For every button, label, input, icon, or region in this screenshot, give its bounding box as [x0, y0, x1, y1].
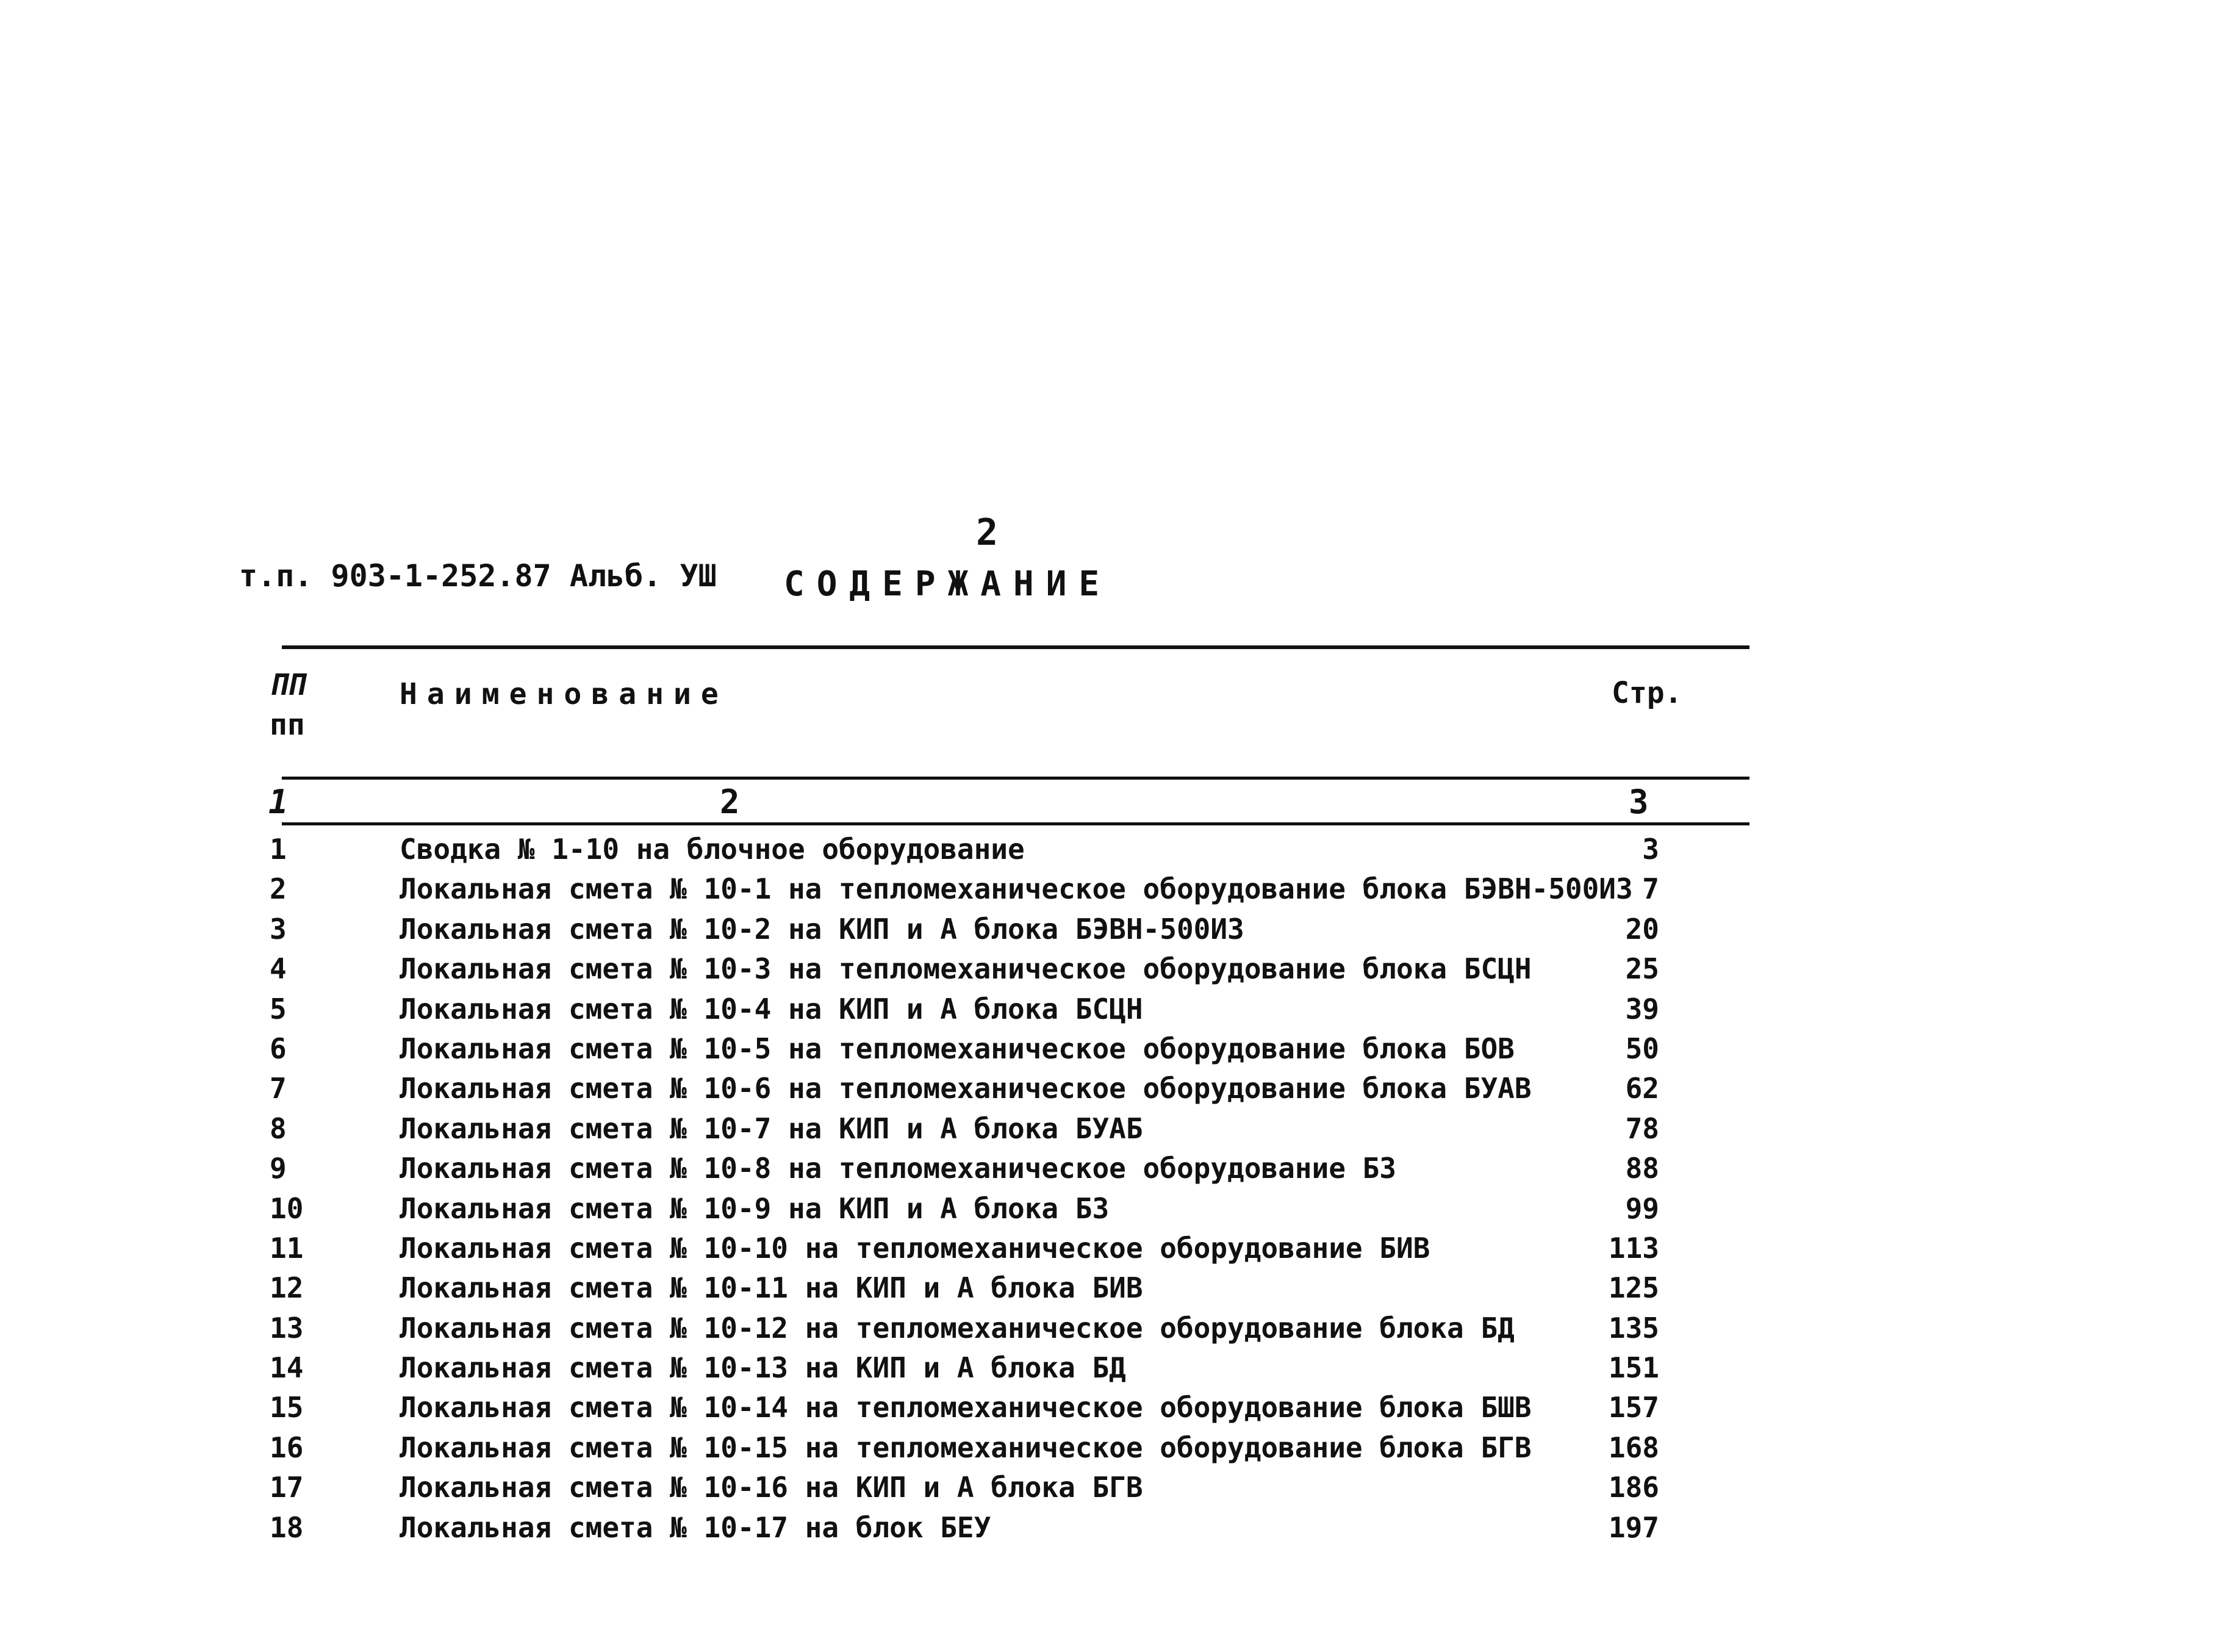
column-number-rule [282, 822, 1749, 825]
toc-row [0, 913, 2221, 952]
toc-entry-page: 3 [1642, 833, 1659, 866]
toc-entry-name: Локальная смета № 10-17 на блок БЕУ [400, 1510, 991, 1544]
toc-entry-page: 39 [1625, 992, 1659, 1025]
toc-entry-page: 135 [1608, 1311, 1659, 1345]
header-divider-rule [282, 777, 1749, 780]
toc-entry-number: 15 [270, 1391, 304, 1424]
toc-entry-page: 151 [1608, 1351, 1659, 1385]
toc-row [0, 1351, 2221, 1391]
toc-row [0, 952, 2221, 992]
toc-entry-number: 9 [270, 1152, 287, 1185]
toc-entry-name: Локальная смета № 10-8 на тепломеханическое оборудование БЗ [400, 1152, 1396, 1185]
toc-entry-name: Локальная смета № 10-1 на тепломеханическое оборудование блока БЭВН-500ИЗ [400, 872, 1633, 906]
contents-title: СОДЕРЖАНИЕ [784, 564, 1112, 604]
toc-entry-name: Локальная смета № 10-5 на тепломеханическое оборудование блока БОВ [400, 1032, 1515, 1065]
toc-entry-number: 5 [270, 992, 287, 1025]
toc-row [0, 1152, 2221, 1191]
toc-entry-name: Локальная смета № 10-14 на тепломеханическое оборудование блока БШВ [400, 1391, 1532, 1424]
toc-row [0, 1192, 2221, 1232]
toc-row [0, 1312, 2221, 1351]
toc-entry-name: Локальная смета № 10-2 на КИП и А блока БЭВН-500ИЗ [400, 912, 1244, 946]
toc-entry-number: 2 [270, 872, 287, 906]
toc-entry-page: 157 [1608, 1391, 1659, 1424]
toc-entry-page: 62 [1625, 1072, 1659, 1105]
toc-entry-name: Локальная смета № 10-6 на тепломеханическое оборудование блока БУАВ [400, 1072, 1532, 1105]
toc-entry-page: 197 [1608, 1510, 1659, 1544]
table-top-rule [282, 645, 1749, 649]
toc-entry-number: 14 [270, 1351, 304, 1385]
toc-entry-name: Локальная смета № 10-12 на тепломеханическое оборудование блока БД [400, 1311, 1515, 1345]
toc-entry-page: 7 [1642, 872, 1659, 906]
toc-entry-name: Локальная смета № 10-9 на КИП и А блока БЗ [400, 1191, 1110, 1225]
toc-entry-number: 16 [270, 1431, 304, 1464]
toc-entry-page: 50 [1625, 1032, 1659, 1065]
toc-entry-name: Локальная смета № 10-7 на КИП и А блока БУАБ [400, 1112, 1143, 1145]
header-number-label: ПП [270, 668, 305, 702]
toc-row [0, 1112, 2221, 1152]
toc-entry-number: 18 [270, 1510, 304, 1544]
toc-row [0, 1511, 2221, 1551]
toc-row [0, 1431, 2221, 1471]
toc-entry-number: 6 [270, 1032, 287, 1065]
toc-entry-page: 20 [1625, 912, 1659, 946]
toc-entry-number: 11 [270, 1231, 304, 1265]
toc-entry-number: 7 [270, 1072, 287, 1105]
column-number-3: 3 [1629, 783, 1649, 821]
column-number-2: 2 [720, 783, 740, 821]
toc-entry-page: 186 [1608, 1471, 1659, 1504]
toc-entry-name: Локальная смета № 10-13 на КИП и А блока БД [400, 1351, 1126, 1385]
header-name-label: Наименование [400, 677, 728, 711]
toc-entry-number: 8 [270, 1112, 287, 1145]
toc-entry-name: Локальная смета № 10-10 на тепломеханическое оборудование БИВ [400, 1231, 1430, 1265]
toc-entry-name: Локальная смета № 10-16 на КИП и А блока БГВ [400, 1471, 1143, 1504]
toc-row [0, 1232, 2221, 1271]
toc-entry-name: Сводка № 1-10 на блочное оборудование [400, 833, 1025, 866]
toc-entry-page: 125 [1608, 1271, 1659, 1305]
toc-row [0, 993, 2221, 1032]
toc-entry-page: 168 [1608, 1431, 1659, 1464]
toc-row [0, 1471, 2221, 1510]
header-page-label: Стр. [1612, 676, 1682, 710]
column-number-1: 1 [268, 783, 289, 821]
document-reference: т.п. 903-1-252.87 Альб. УШ [239, 558, 717, 594]
toc-row [0, 872, 2221, 912]
toc-entry-number: 1 [270, 833, 287, 866]
toc-entry-number: 10 [270, 1191, 304, 1225]
toc-row [0, 1391, 2221, 1431]
toc-entry-name: Локальная смета № 10-15 на тепломеханическое оборудование блока БГВ [400, 1431, 1532, 1464]
toc-entry-page: 113 [1608, 1231, 1659, 1265]
toc-entry-page: 99 [1625, 1191, 1659, 1225]
toc-entry-name: Локальная смета № 10-3 на тепломеханическое оборудование блока БСЦН [400, 952, 1532, 986]
toc-entry-name: Локальная смета № 10-4 на КИП и А блока БСЦН [400, 992, 1143, 1025]
toc-entry-page: 25 [1625, 952, 1659, 986]
toc-row [0, 1072, 2221, 1112]
toc-entry-number: 13 [270, 1311, 304, 1345]
table-of-contents [0, 833, 2221, 1551]
toc-entry-number: 3 [270, 912, 287, 946]
toc-entry-page: 88 [1625, 1152, 1659, 1185]
toc-entry-page: 78 [1625, 1112, 1659, 1145]
toc-entry-number: 4 [270, 952, 287, 986]
page-number: 2 [976, 511, 999, 554]
toc-row [0, 1032, 2221, 1072]
header-number-label-sub: пп [270, 708, 305, 742]
toc-row [0, 833, 2221, 872]
toc-entry-number: 12 [270, 1271, 304, 1305]
toc-row [0, 1271, 2221, 1311]
toc-entry-name: Локальная смета № 10-11 на КИП и А блока БИВ [400, 1271, 1143, 1305]
toc-entry-number: 17 [270, 1471, 304, 1504]
